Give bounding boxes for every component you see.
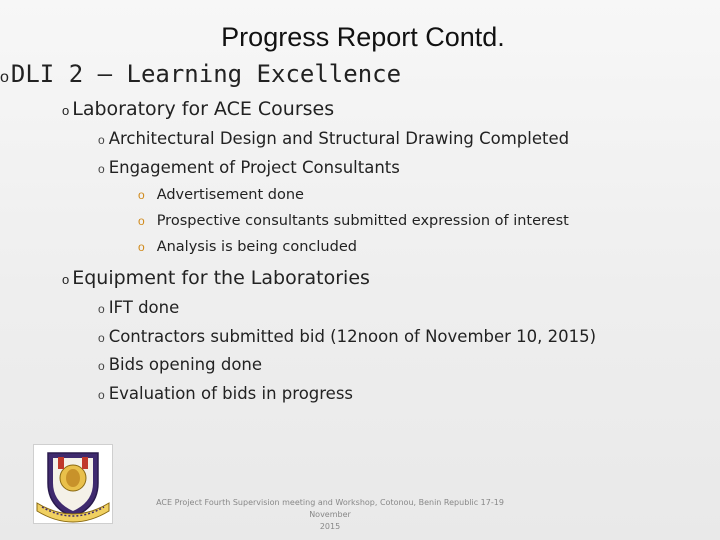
sub-list-item-text: Prospective consultants submitted expression of interest <box>156 213 569 229</box>
sub-list-item <box>138 239 357 255</box>
bullet-icon: o <box>0 69 9 86</box>
sub-list-item <box>138 187 304 203</box>
list-item-text: Contractors submitted bid (12noon of November 10, 2015) <box>108 327 597 346</box>
bullet-icon: o <box>98 302 105 316</box>
list-item <box>98 129 569 148</box>
list-item <box>98 384 353 403</box>
bullet-icon: o <box>62 272 70 287</box>
bullet-icon: o <box>98 162 105 176</box>
footer-year: 2015 <box>319 522 341 531</box>
list-item <box>98 355 262 374</box>
heading-dli2 <box>0 60 401 88</box>
section-equipment <box>62 267 370 289</box>
bullet-icon: o <box>138 214 145 228</box>
heading-text: DLI 2 – Learning Excellence <box>10 60 402 88</box>
section-label: Laboratory for ACE Courses <box>72 98 335 120</box>
bullet-icon: o <box>138 188 145 202</box>
footer-text: ACE Project Fourth Supervision meeting and Workshop, Cotonou, Benin Republic 17-19 November <box>156 498 504 519</box>
section-laboratory <box>62 98 334 120</box>
sub-list-item-text: Analysis is being concluded <box>156 239 357 255</box>
list-item-text: Bids opening done <box>108 355 263 374</box>
slide-title <box>0 22 720 53</box>
bullet-icon: o <box>138 240 145 254</box>
bullet-icon: o <box>98 388 105 402</box>
bullet-icon: o <box>98 331 105 345</box>
bullet-icon: o <box>62 103 70 118</box>
bullet-icon: o <box>98 133 105 147</box>
university-crest-icon <box>33 444 113 524</box>
list-item-text: Engagement of Project Consultants <box>108 158 400 177</box>
list-item <box>98 327 596 346</box>
list-item-text: IFT done <box>108 298 180 317</box>
bullet-icon: o <box>98 359 105 373</box>
sub-list-item <box>138 213 569 229</box>
slide-title-text: Progress Report Contd. <box>221 22 505 52</box>
crest-graphic <box>34 445 112 523</box>
list-item <box>98 298 179 317</box>
footer <box>140 497 520 533</box>
list-item-text: Evaluation of bids in progress <box>108 384 354 403</box>
section-label: Equipment for the Laboratories <box>72 267 370 289</box>
list-item-text: Architectural Design and Structural Drawing Completed <box>108 129 570 148</box>
list-item <box>98 158 400 177</box>
sub-list-item-text: Advertisement done <box>156 187 304 203</box>
